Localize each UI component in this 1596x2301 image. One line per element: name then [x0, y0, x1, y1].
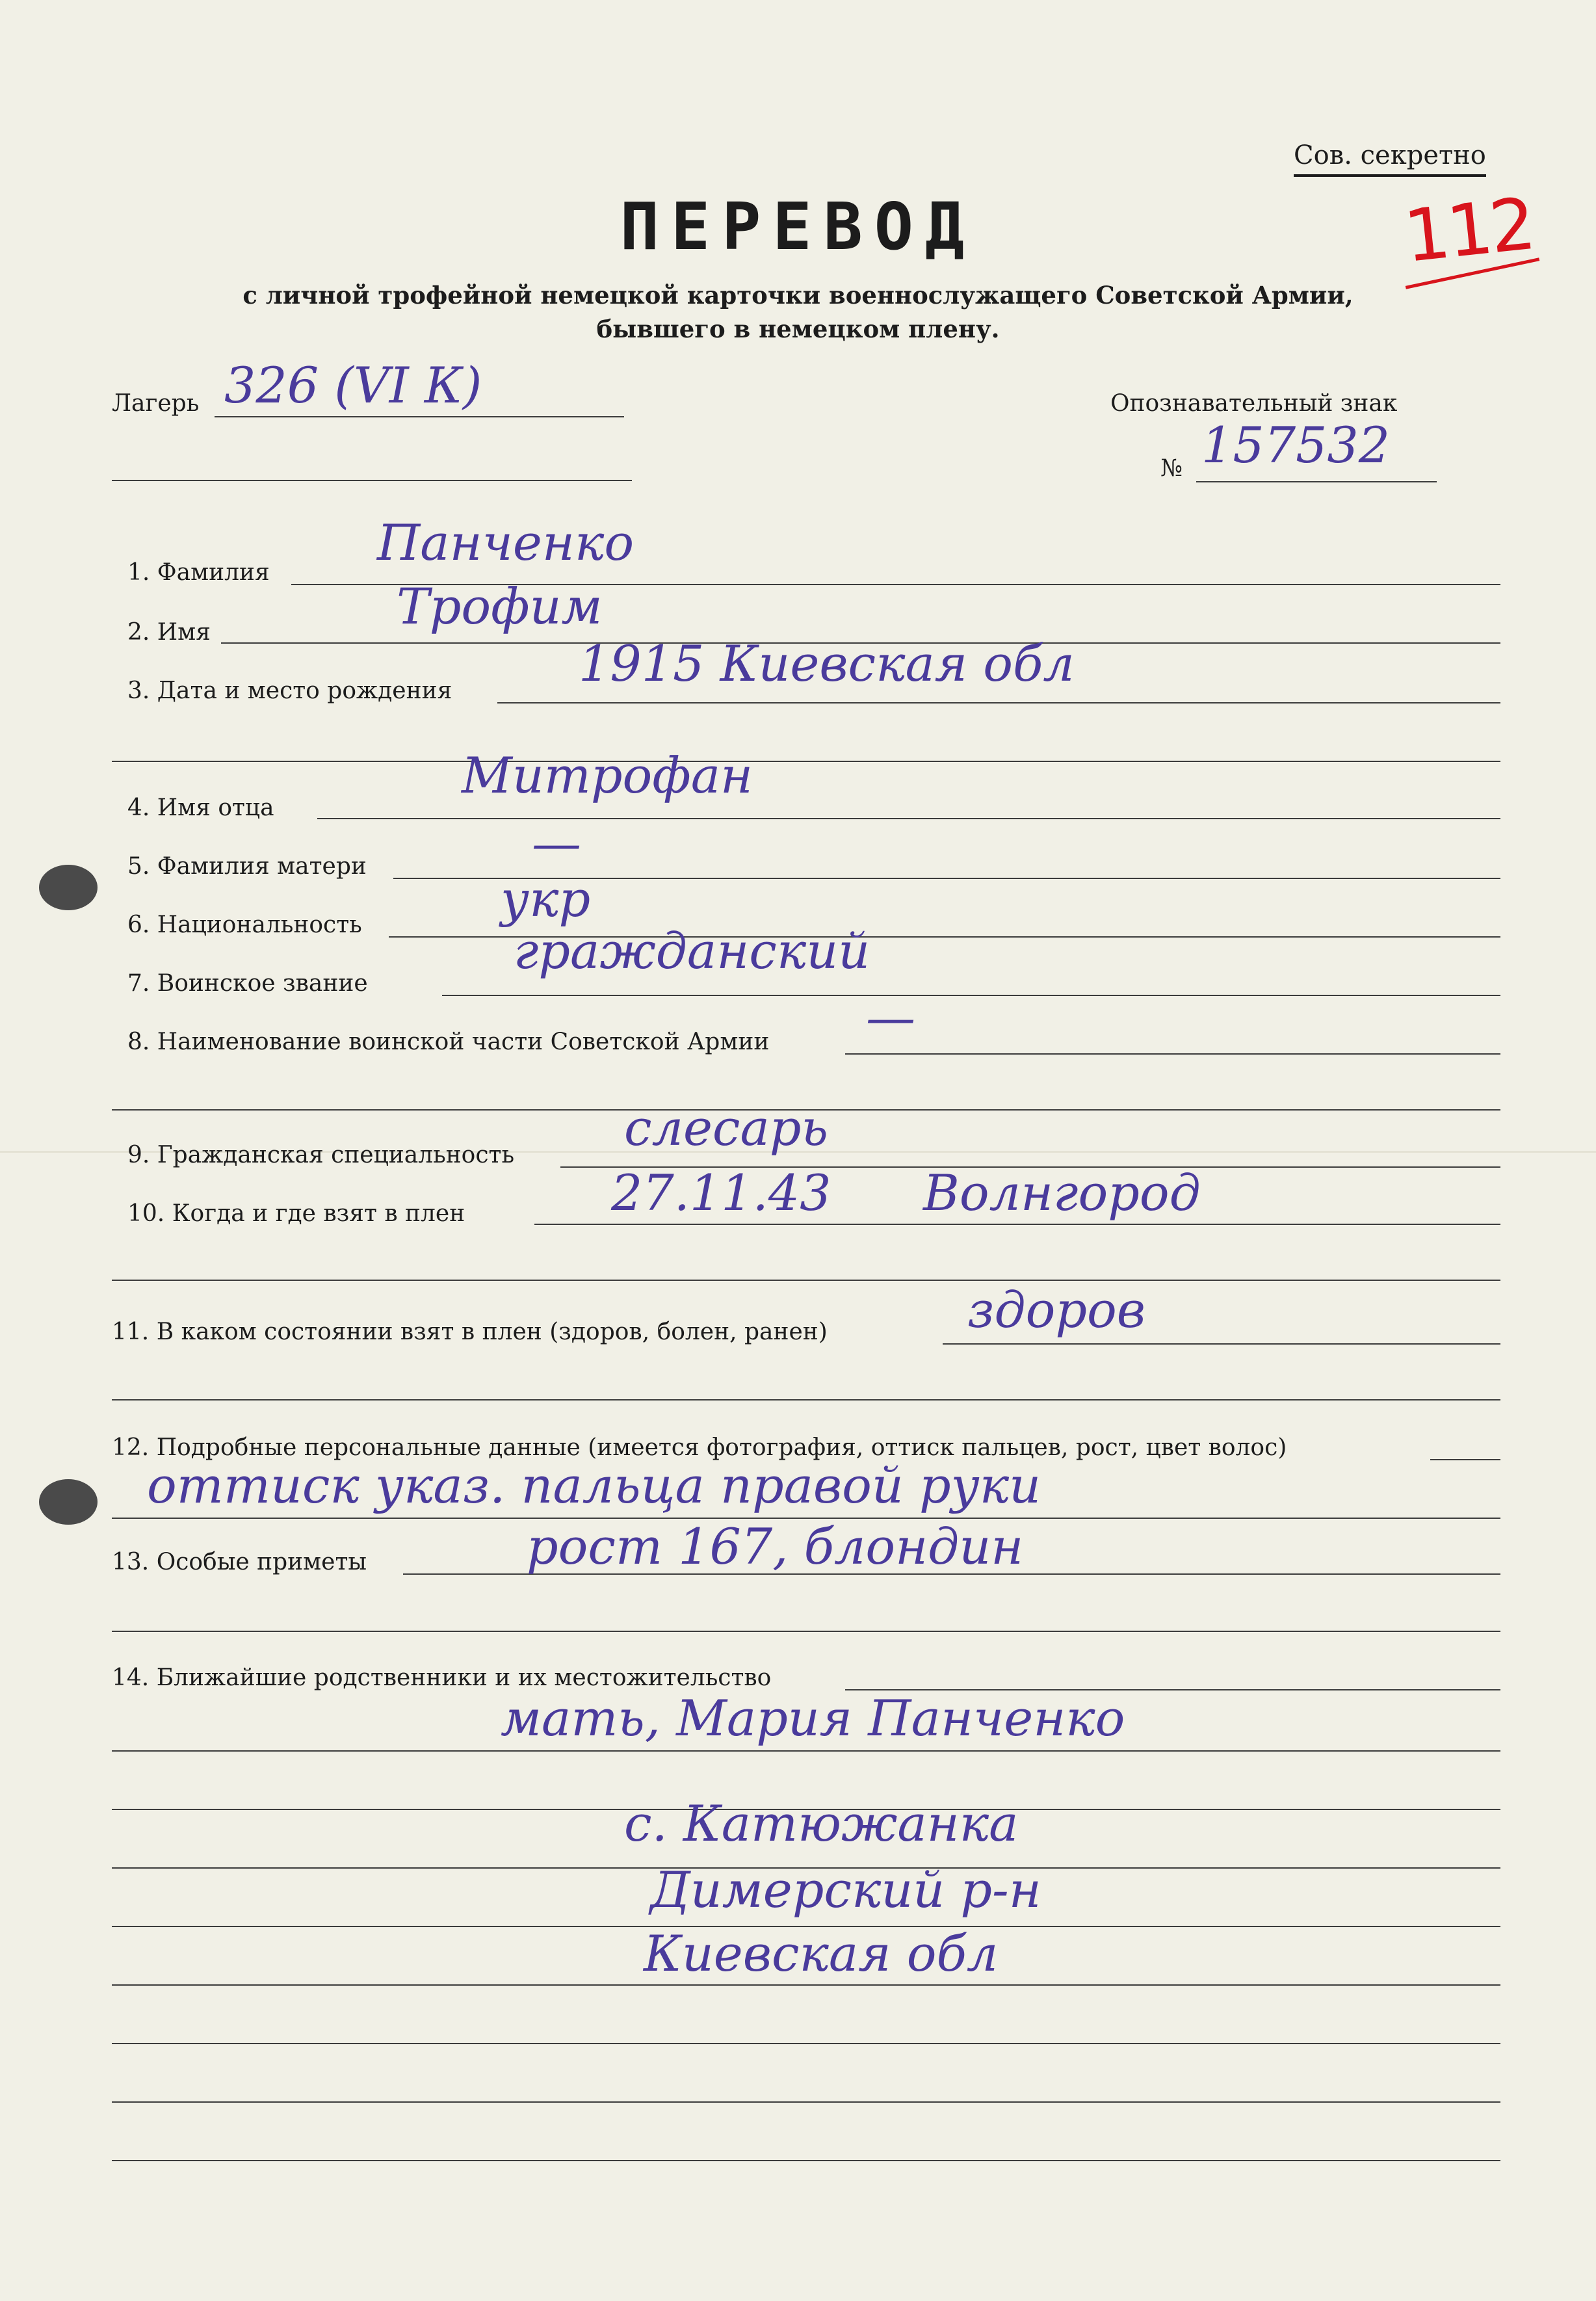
field-5-label: 5. Фамилия матери	[127, 853, 367, 880]
field-10-value-date: 27.11.43	[611, 1164, 831, 1222]
field-3-label: 3. Дата и место рождения	[127, 677, 452, 704]
camp-value: 326 (VI К)	[224, 356, 482, 414]
field-10-value-place: Волнгород	[923, 1164, 1201, 1222]
document-title: ПЕРЕВОД	[620, 189, 976, 265]
field-11-label: 11. В каком состоянии взят в плен (здоров, болен, ранен)	[112, 1319, 828, 1345]
id-tag-value: 157532	[1201, 416, 1391, 474]
id-tag-prefix: №	[1160, 455, 1183, 482]
camp-rule-2	[112, 480, 632, 481]
field-6-label: 6. Национальность	[127, 912, 362, 938]
field-14-value-line3: Димерский р-н	[650, 1861, 1041, 1919]
field-10-rule-2	[112, 1280, 1500, 1281]
field-12-rule	[1430, 1459, 1500, 1460]
field-14-label: 14. Ближайшие родственники и их местожительство	[112, 1664, 772, 1691]
field-14-rule-8	[112, 2101, 1500, 2103]
field-9-label: 9. Гражданская специальность	[127, 1142, 515, 1168]
field-9-value: слесарь	[624, 1099, 828, 1157]
field-6-value: укр	[501, 870, 591, 928]
field-14-rule-9	[112, 2160, 1500, 2161]
field-3-rule	[497, 702, 1500, 703]
field-13-label: 13. Особые приметы	[112, 1549, 367, 1575]
document-subtitle-line1: с личной трофейной немецкой карточки военнослужащего Советской Армии,	[242, 281, 1354, 309]
field-14-value-line4: Киевская обл	[644, 1925, 999, 1982]
camp-label: Лагерь	[112, 390, 200, 417]
field-12-label: 12. Подробные персональные данные (имеется фотография, оттиск пальцев, рост, цвет волос)	[112, 1434, 1287, 1461]
field-2-label: 2. Имя	[127, 619, 211, 646]
document-subtitle-line2: бывшего в немецком плену.	[596, 315, 1000, 343]
id-tag-label: Опознавательный знак	[1110, 390, 1398, 417]
field-5-value: —	[532, 814, 581, 872]
field-14-rule-6	[112, 1984, 1500, 1986]
field-1-label: 1. Фамилия	[127, 559, 270, 586]
field-8-label: 8. Наименование воинской части Советской Армии	[127, 1029, 770, 1055]
field-14-rule-2	[112, 1750, 1500, 1752]
field-13-rule-2	[112, 1631, 1500, 1632]
field-14-value-line2: с. Катюжанка	[624, 1795, 1019, 1852]
field-4-rule	[317, 818, 1500, 819]
field-3-value: 1915 Киевская обл	[579, 635, 1075, 692]
field-11-value: здоров	[967, 1281, 1146, 1339]
field-11-rule	[943, 1343, 1500, 1345]
field-7-rule	[442, 995, 1500, 996]
id-tag-rule	[1196, 481, 1437, 482]
field-14-rule-7	[112, 2043, 1500, 2044]
field-10-rule	[534, 1224, 1500, 1225]
punch-hole-top	[39, 865, 98, 910]
field-10-label: 10. Когда и где взят в плен	[127, 1200, 465, 1227]
field-2-value: Трофим	[397, 577, 603, 635]
camp-rule	[215, 416, 624, 417]
punch-hole-bottom	[39, 1479, 98, 1525]
field-7-value: гражданский	[514, 922, 870, 980]
card-number: 112	[1400, 182, 1537, 278]
field-13-value: рост 167, блондин	[527, 1518, 1024, 1575]
field-4-value: Митрофан	[462, 746, 753, 804]
field-4-label: 4. Имя отца	[127, 795, 274, 821]
field-12-value: оттиск указ. пальца правой руки	[147, 1456, 1041, 1514]
field-1-value: Панченко	[377, 514, 634, 572]
field-3-rule-2	[112, 761, 1500, 762]
field-7-label: 7. Воинское звание	[127, 970, 368, 997]
field-14-value-line1: мать, Мария Панченко	[501, 1689, 1125, 1747]
classification-stamp: Сов. секретно	[1294, 140, 1486, 177]
field-11-rule-2	[112, 1399, 1500, 1400]
field-8-rule	[845, 1053, 1500, 1055]
field-8-value: —	[866, 988, 915, 1046]
